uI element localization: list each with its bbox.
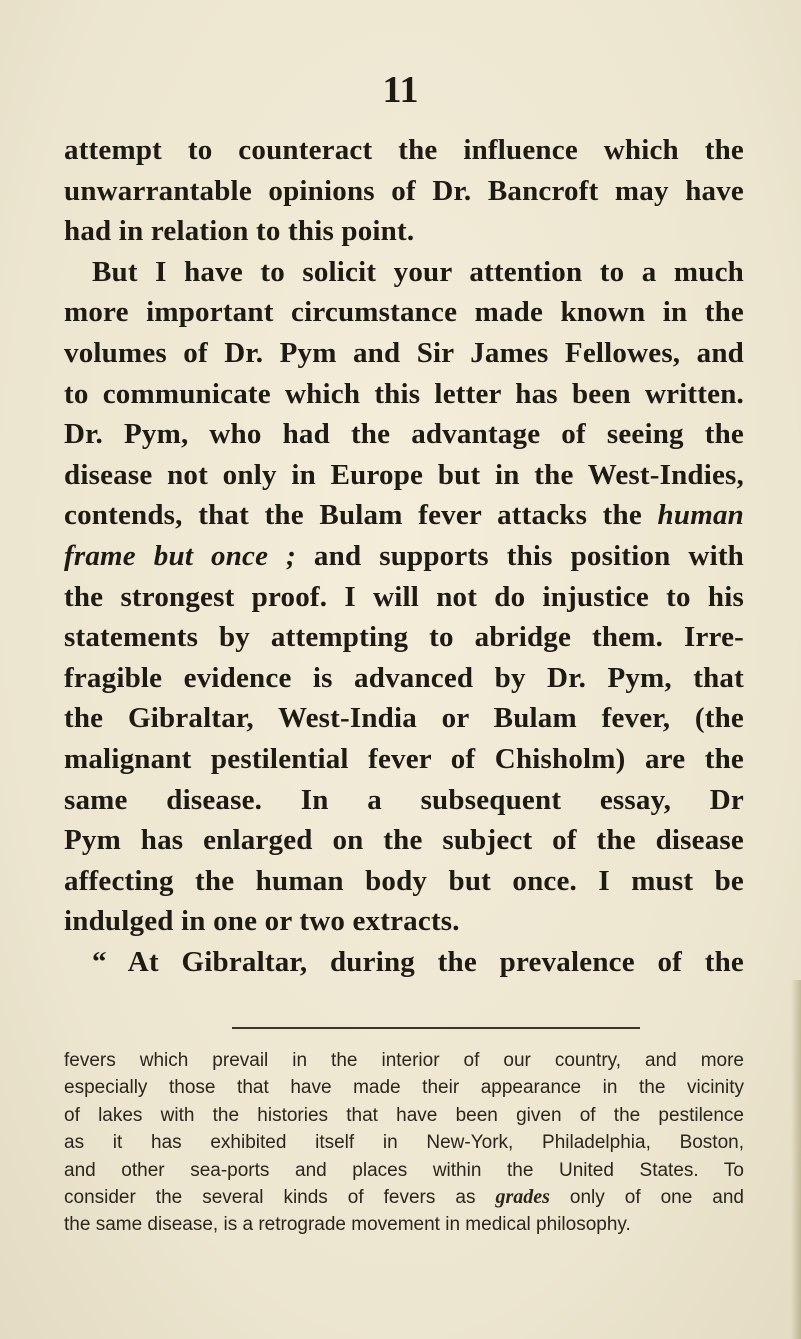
text-line: statements by attempting to abridge them. Irre- bbox=[64, 621, 744, 654]
text-line: malignant pestilential fever of Chisholm) are the bbox=[64, 742, 744, 775]
footnote-line: as it has exhibited itself in New-York, Philadelphia, Boston, bbox=[64, 1132, 744, 1154]
text-segment: consider the several kinds of fevers as bbox=[64, 1187, 476, 1209]
text-line: attempt to counteract the influence which the bbox=[64, 134, 744, 166]
text-line: Dr. Pym, who had the advantage of seeing the bbox=[64, 418, 744, 451]
text-line: same disease. In a subsequent essay, Dr bbox=[64, 783, 744, 816]
footnote-divider bbox=[232, 1027, 640, 1029]
text-line: affecting the human body but once. I must be bbox=[64, 864, 744, 897]
text-line: volumes of Dr. Pym and Sir James Fellowes, and bbox=[64, 336, 744, 369]
text-line: unwarrantable opinions of Dr. Bancroft may have bbox=[64, 174, 744, 207]
text-line bbox=[64, 536, 744, 577]
text-line: to communicate which this letter has been written. bbox=[64, 377, 744, 410]
text-line: disease not only in Europe but in the West-Indies, bbox=[64, 458, 744, 491]
page-number: 11 bbox=[382, 69, 419, 111]
footnote-line: fevers which prevail in the interior of our country, and more bbox=[64, 1050, 744, 1071]
text-segment: contends, that the Bulam fever attacks the bbox=[64, 499, 642, 532]
text-segment: only of one and bbox=[569, 1187, 744, 1209]
text-line: more important circumstance made known in the bbox=[64, 296, 744, 329]
text-line: “ At Gibraltar, during the prevalence of the bbox=[92, 945, 744, 978]
text-line bbox=[64, 495, 744, 536]
text-line: Pym has enlarged on the subject of the disease bbox=[64, 824, 744, 857]
footnote-line: especially those that have made their appearance in the vicinity bbox=[64, 1077, 744, 1099]
page-edge-shadow bbox=[791, 980, 801, 1339]
footnote-line: and other sea-ports and places within the United States. To bbox=[64, 1159, 744, 1181]
footnote bbox=[64, 1047, 744, 1239]
italic-phrase: grades bbox=[495, 1186, 550, 1209]
italic-phrase: human bbox=[657, 499, 744, 532]
text-line: the Gibraltar, West-India or Bulam fever, (the bbox=[64, 702, 744, 735]
footnote-line bbox=[64, 1184, 744, 1211]
text-line: had in relation to this point. bbox=[64, 215, 415, 248]
text-line: indulged in one or two extracts. bbox=[64, 905, 460, 938]
italic-phrase: frame but once ; bbox=[64, 539, 296, 572]
footnote-line: the same disease, is a retrograde movement in medical philosophy. bbox=[64, 1214, 631, 1236]
body-text bbox=[64, 130, 744, 982]
text-line: the strongest proof. I will not do injustice to his bbox=[64, 580, 744, 613]
text-line: fragible evidence is advanced by Dr. Pym, that bbox=[64, 661, 744, 694]
text-segment: and supports this position with bbox=[313, 539, 745, 572]
footnote-line: of lakes with the histories that have been given of the pestilence bbox=[64, 1104, 744, 1126]
text-line: But I have to solicit your attention to a much bbox=[92, 255, 744, 288]
